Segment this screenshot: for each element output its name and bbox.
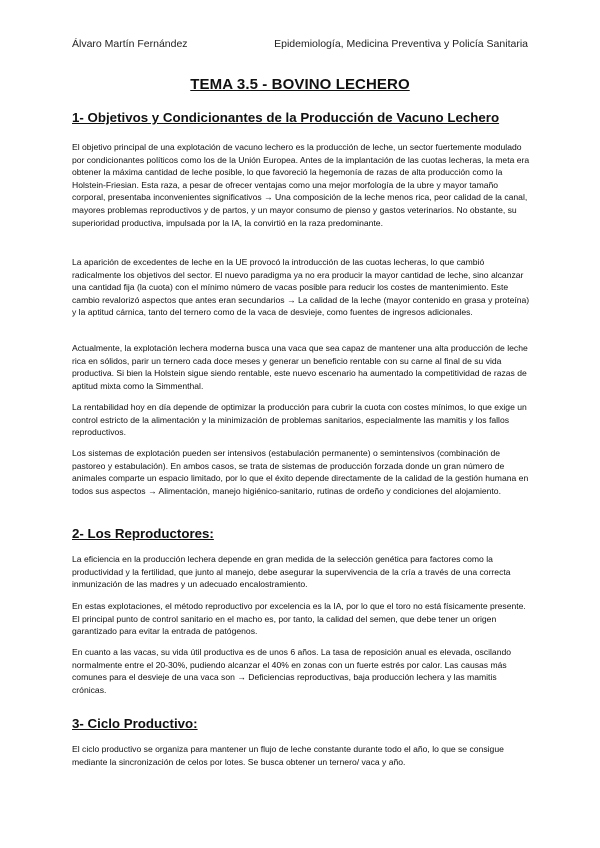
page-title: TEMA 3.5 - BOVINO LECHERO bbox=[190, 76, 410, 93]
paragraph-3-1: El ciclo productivo se organiza para mantener un flujo de leche constante durante todo el año, lo que se consigue mediante la sincronización de celos por lotes. Se busca obtener un ternero/ vaca y año. bbox=[72, 744, 504, 767]
paragraph-1-5: Los sistemas de explotación pueden ser intensivos (estabulación permanente) o semintensivos (combinación de pastoreo y estabulación). En ambos casos, se trata de sistemas de producción forzada donde un gran número de animales comparte un espacio limitado, por lo que el éxito depende directamente de la calidad de la gestión humana en todos sus aspectos → Alimentación, manejo higiénico-sanitario, rutinas de ordeño y condiciones del alojamiento. bbox=[72, 448, 529, 496]
paragraph-1-1: El objetivo principal de una explotación de vacuno lechero es la producción de leche, un sector fuertemente modulado por condicionantes políticos como los de la Unión Europea. Antes de la implantación de las cuotas lecheras, la meta era obtener la máxima cantidad de leche posible, lo que favoreció la hegemonía de razas de alta producción como la Holstein-Friesian. Esta raza, a pesar de ofrecer ventajas como una mejor morfología de la ubre y mayor tamaño corporal, presentaba inconvenientes significativos → Una composición de la leche menos rica, peor calidad de la canal, mayores problemas reproductivos y de partos, y un mayor consumo de pienso y gastos veterinarios. No obstante, su superioridad productiva, impulsada por la IA, la convirtió en la raza predominante. bbox=[72, 142, 530, 228]
section-heading-2: 2- Los Reproductores: bbox=[72, 526, 214, 541]
paragraph-2-2: En estas explotaciones, el método reproductivo por excelencia es la IA, por lo que el toro no está físicamente presente. El principal punto de control sanitario en el macho es, por tanto, la calidad del semen, que debe tener un origen garantizado para evitar la entrada de patógenos. bbox=[72, 601, 526, 637]
header-author: Álvaro Martín Fernández bbox=[72, 38, 188, 50]
header-subject: Epidemiología, Medicina Preventiva y Policía Sanitaria bbox=[274, 38, 528, 50]
paragraph-1-3: Actualmente, la explotación lechera moderna busca una vaca que sea capaz de mantener una alta producción de leche rica en sólidos, parir un ternero cada doce meses y generar un beneficio rentable con su carne al final de su vida productiva. Si bien la Holstein sigue siendo rentable, este nuevo escenario ha aumentado la competitividad de razas de aptitud mixta como la Simmenthal. bbox=[72, 343, 528, 391]
section-heading-1: 1- Objetivos y Condicionantes de la Producción de Vacuno Lechero bbox=[72, 110, 500, 125]
paragraph-2-3: En cuanto a las vacas, su vida útil productiva es de unos 6 años. La tasa de reposición anual es elevada, oscilando normalmente entre el 20-30%, pudiendo alcanzar el 40% en zonas con un fuerte estrés por calor. Las causas más comunes para el desvieje de una vaca son → Deficiencias reproductivas, baja producción lechera y las mamitis crónicas. bbox=[72, 647, 512, 695]
section-heading-3: 3- Ciclo Productivo: bbox=[72, 716, 198, 731]
paragraph-2-1: La eficiencia en la producción lechera depende en gran medida de la selección genética para factores como la productividad y la fertilidad, que junto al manejo, debe asegurar la supervivencia de la cría a través de una correcta inmunización de las madres y un adecuado encalostramiento. bbox=[72, 554, 511, 590]
paragraph-1-4: La rentabilidad hoy en día depende de optimizar la producción para cubrir la cuota con costes mínimos, lo que exige un control estricto de la alimentación y la minimización de problemas sanitarios, especialmente las mamitis y los fallos reproductivos. bbox=[72, 402, 527, 438]
paragraph-1-2: La aparición de excedentes de leche en la UE provocó la introducción de las cuotas lecheras, lo que cambió radicalmente los objetivos del sector. El nuevo paradigma ya no era producir la mayor cantidad de leche, sino alcanzar una cantidad fija (la cuota) con el mínimo número de vacas posible para reducir los costes de mantenimiento. Este cambio revalorizó aspectos que antes eran secundarios → La calidad de la leche (mayor contenido en grasa y proteína) y la aptitud cárnica, tanto del ternero como de la vaca de desvieje, como fuentes de ingresos adicionales. bbox=[72, 257, 530, 318]
